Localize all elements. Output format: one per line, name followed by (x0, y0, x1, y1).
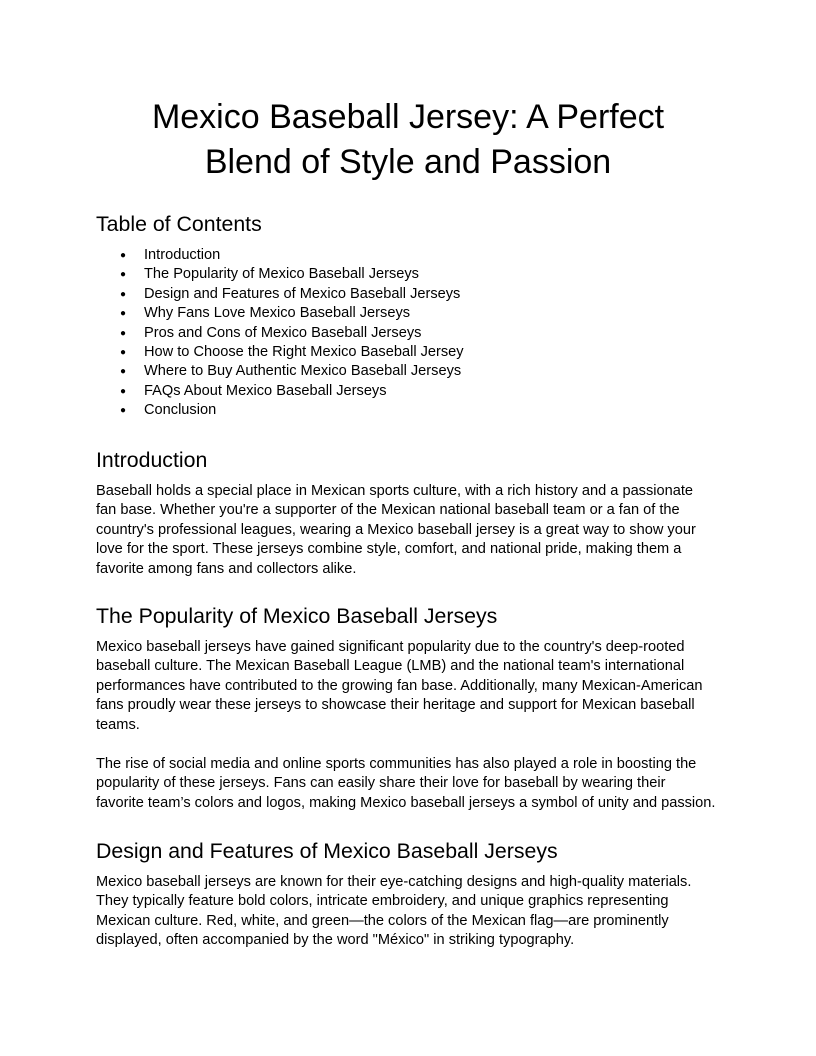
section-heading-popularity: The Popularity of Mexico Baseball Jerseys (96, 604, 498, 628)
toc-item[interactable]: ● Conclusion (96, 401, 464, 420)
bullet-icon: ● (120, 405, 127, 417)
toc-item[interactable]: ● The Popularity of Mexico Baseball Jerseys (96, 265, 464, 284)
bullet-icon: ● (120, 288, 127, 300)
title-line: Mexico Baseball Jersey: A Perfect (151, 98, 665, 136)
paragraph: Mexico baseball jerseys have gained significant popularity due to the country's deep-rooted baseball culture. The Mexican Baseball League (LMB) and the national team's international performances have contributed to the growing fan base. Additionally, many Mexican-American fans proudly wear these jerseys to showcase their heritage and support for Mexican baseball teams. (96, 639, 703, 733)
bullet-icon: ● (120, 366, 127, 378)
section-heading-design-features: Design and Features of Mexico Baseball Jerseys (96, 839, 558, 863)
bullet-icon: ● (120, 308, 127, 320)
bullet-icon: ● (120, 269, 127, 281)
bullet-icon: ● (120, 327, 127, 339)
bullet-icon: ● (120, 347, 127, 359)
paragraph: The rise of social media and online sports communities has also played a role in boosting the popularity of these jerseys. Fans can easily share their love for baseball by wearing their favorite team’s colors and logos, making Mexico baseball jerseys a symbol of unity and passion. (96, 756, 716, 811)
document-title (96, 95, 720, 185)
bullet-icon: ● (120, 250, 127, 261)
toc-item[interactable]: ● Design and Features of Mexico Baseball Jerseys (96, 285, 464, 304)
toc-heading: Table of Contents (96, 212, 262, 236)
toc-item[interactable]: ● Why Fans Love Mexico Baseball Jerseys (96, 304, 464, 323)
toc-item[interactable]: ● Introduction (96, 246, 464, 265)
toc-item[interactable]: ● Where to Buy Authentic Mexico Baseball Jerseys (96, 362, 464, 381)
bullet-icon: ● (120, 385, 127, 397)
paragraph: Mexico baseball jerseys are known for their eye-catching designs and high-quality materials. They typically feature bold colors, intricate embroidery, and unique graphics representing Mexican culture. Red, white, and green—the colors of the Mexican flag—are prominently displayed, often accompanied by the word "México" in striking typography. (96, 874, 692, 949)
toc-item[interactable]: ● FAQs About Mexico Baseball Jerseys (96, 382, 464, 401)
table-of-contents (96, 246, 464, 421)
toc-item[interactable]: ● How to Choose the Right Mexico Baseball Jersey (96, 343, 464, 362)
section-heading-introduction: Introduction (96, 448, 208, 472)
toc-item[interactable]: ● Pros and Cons of Mexico Baseball Jerseys (96, 324, 464, 343)
paragraph: Baseball holds a special place in Mexican sports culture, with a rich history and a passionate fan base. Whether you're a supporter of the Mexican national baseball team or a fan of the country's professional leagues, wearing a Mexico baseball jersey is a great way to show your love for the sport. These jerseys combine style, comfort, and national pride, making them a favorite among fans and collectors alike. (96, 483, 696, 577)
title-line: Blend of Style and Passion (204, 143, 612, 181)
